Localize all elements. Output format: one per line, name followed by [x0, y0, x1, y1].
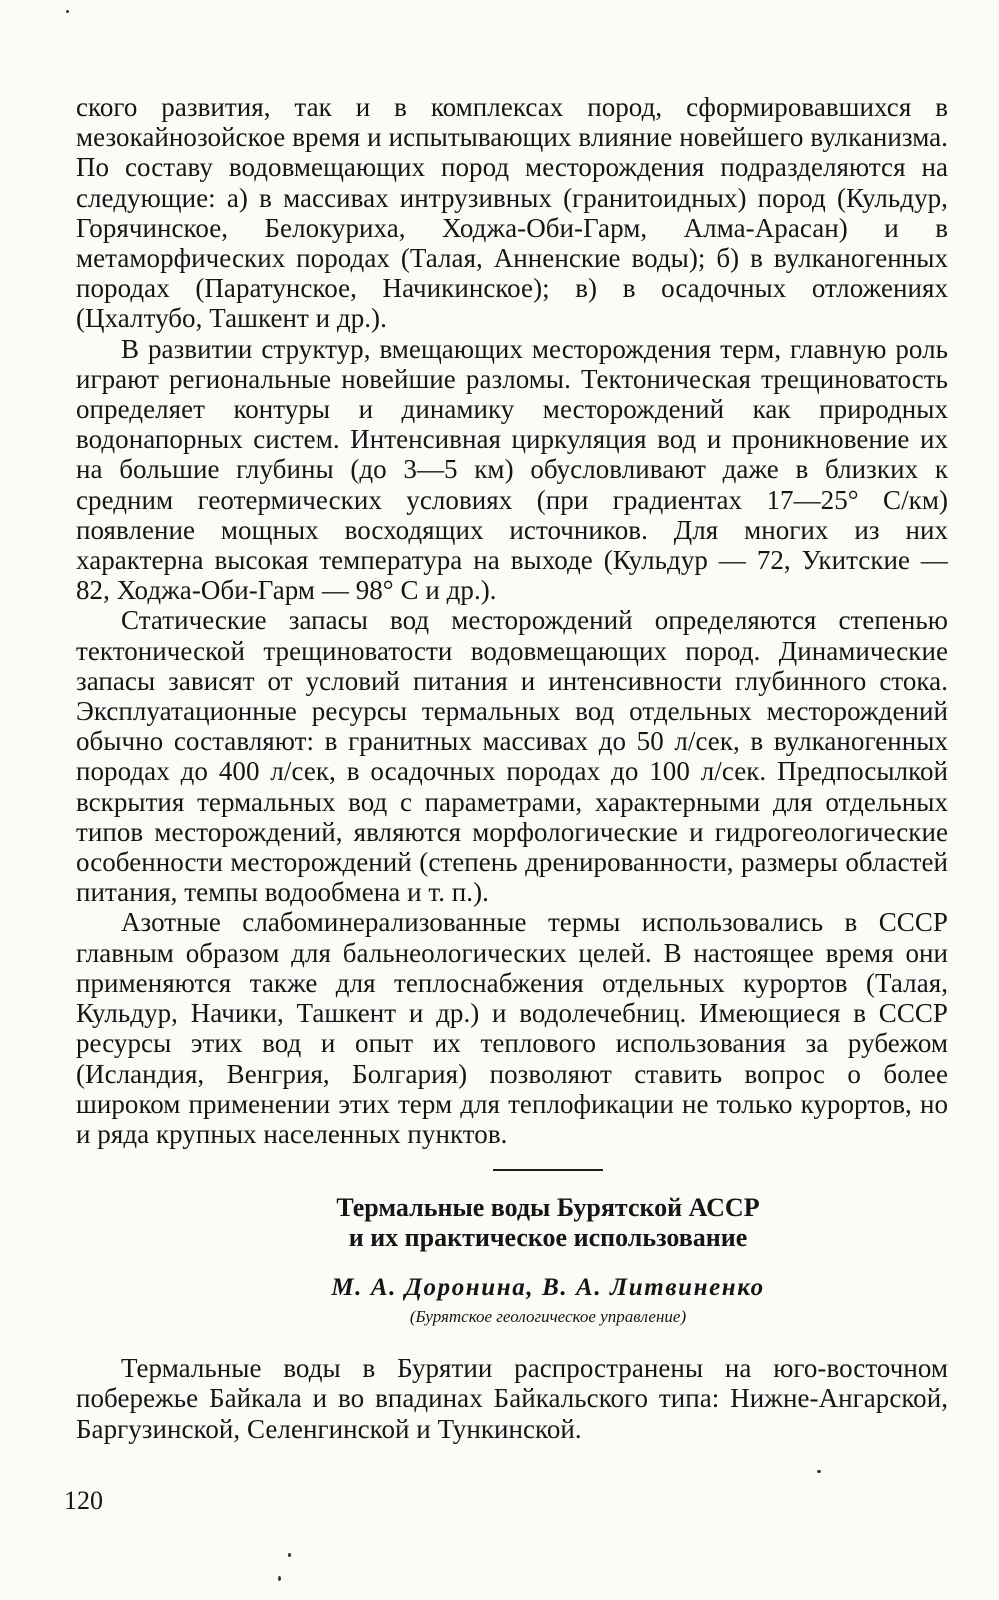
page-number: 120: [64, 1486, 103, 1515]
paragraph-4: Азотные слабоминерализованные термы использовались в СССР главным образом для бальнеологических целей. В настоящее время они применяются также для теплоснабжения отдельных курортов (Талая, Кульдур, Начики, Ташкент и др.) и водолечебниц. Имеющиеся в СССР ресурсы этих вод и опыт их теплового использования за рубежом (Исландия, Венгрия, Болгария) позволяют ставить вопрос о более широком применении этих терм для теплофикации не только курортов, но и ряда крупных населенных пунктов.: [76, 907, 948, 1149]
page-body: [76, 92, 948, 1444]
article-first-paragraph: Термальные воды в Бурятии распространены на юго-восточном побережье Байкала и во впадинах Байкальского типа: Нижне-Ангарской, Баргузинской, Селенгинской и Тункинской.: [76, 1353, 948, 1444]
article-affiliation: (Бурятское геологическое управление): [409, 1307, 687, 1327]
paragraph-3: Статические запасы вод месторождений определяются степенью тектонической трещиноватости водовмещающих пород. Динамические запасы зависят от условий питания и интенсивности глубинного стока. Эксплуатационные ресурсы термальных вод отдельных месторождений обычно составляют: в гранитных массивах до 50 л/сек, в вулканогенных породах до 400 л/сек, в осадочных породах до 100 л/сек. Предпосылкой вскрытия термальных вод с параметрами, характерными для отдельных типов месторождений, являются морфологические и гидрогеологические особенности месторождений (степень дренированности, размеры областей питания, темпы водообмена и т. п.).: [76, 605, 948, 908]
paragraph-1: ского развития, так и в комплексах пород, сформировавшихся в мезокайнозойское время и испытывающих влияние новейшего вулканизма. По составу водовмещающих пород месторождения подразделяются на следующие: а) в массивах интрузивных (гранитоидных) пород (Кульдур, Горячинское, Белокуриха, Ходжа-Оби-Гарм, Алма-Арасан) и в метаморфических породах (Талая, Анненские воды); б) в вулканогенных породах (Паратунское, Начикинское); в) в осадочных отложениях (Цхалтубо, Ташкент и др.).: [76, 92, 948, 334]
article-authors: М. А. Доронина, В. А. Литвиненко: [331, 1274, 765, 1302]
scan-speck: [288, 1553, 291, 1557]
paragraph-2: В развитии структур, вмещающих месторождения терм, главную роль играют региональные новейшие разломы. Тектоническая трещиноватость определяет контуры и динамику месторождений как природных водонапорных систем. Интенсивная циркуляция вод и проникновение их на большие глубины (до 3—5 км) обусловливают даже в близких к средним геотермических условиях (при градиентах 17—25° С/км) появление мощных восходящих источников. Для многих из них характерна высокая температура на выходе (Кульдур — 72, Укитские — 82, Ходжа-Оби-Гарм — 98° С и др.).: [76, 333, 948, 606]
section-divider: [493, 1169, 603, 1171]
scan-speck: [66, 10, 69, 13]
article-title-line-2: и их практическое использование: [348, 1223, 748, 1253]
article-title-line-1: Термальные воды Бурятской АССР: [336, 1193, 760, 1223]
scan-speck: [817, 1470, 821, 1473]
scan-speck: [278, 1576, 281, 1581]
